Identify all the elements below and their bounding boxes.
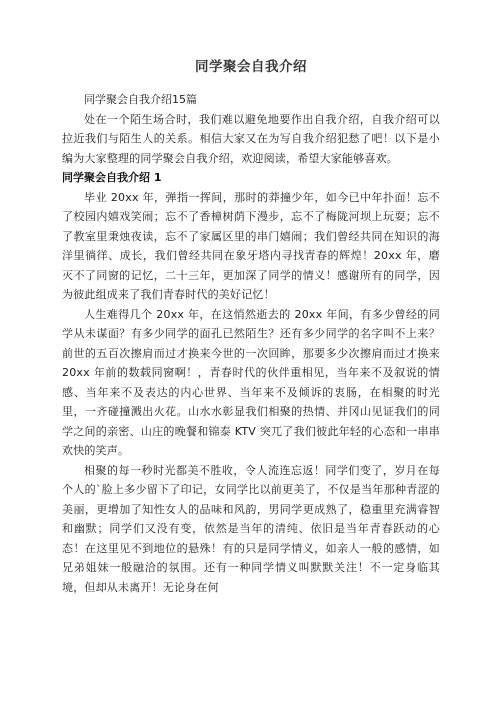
- body-paragraph-1: 毕业 20xx 年，弹指一挥间，那时的莽撞少年，如今已中年扑面！忘不了校园内嬉戏笑闹；忘不了香樟树荫下漫步，忘不了梅陇河坝上玩耍；忘不了教室里秉烛夜读，忘不了家属区里的串门嬉闹；我们曾经共同在知识的海洋里徜徉、成长，我们曾经共同在象牙塔内寻找青春的辉煌！20xx 年，磨灭不了同窗的记忆，二十三年，更加深了同学的情义！感谢所有的同学，因为彼此组成来了我们青春时代的美好记忆！: [62, 190, 440, 301]
- section-heading: 同学聚会自我介绍 1: [62, 171, 162, 184]
- document-title: 同学聚会自我介绍: [195, 59, 307, 75]
- document-subtitle: 同学聚会自我介绍15篇: [84, 93, 197, 106]
- body-paragraph-3: 相聚的每一秒时光都美不胜收，令人流连忘返！同学们变了，岁月在每个人的`脸上多少留下了印记，女同学比以前更美了，不仅是当年那种青涩的美丽，更增加了知性女人的品味和风韵，男同学更成熟了，稳重里充满睿智和幽默；同学们又没有变，依然是当年的清纯、依旧是当年青春跃动的心态！在这里见不到地位的悬殊！有的只是同学情义，如亲人一般的感情，如兄弟姐妹一般融洽的氛围。还有一种同学情义叫默默关注！不一定身临其境，但却从未离开！无论身在何: [62, 463, 440, 594]
- body-paragraph-2: 人生难得几个 20xx 年，在这悄然逝去的 20xx 年间，有多少曾经的同学从未谋面？有多少同学的面孔已然陌生？还有多少同学的名字叫不上来？前世的五百次擦肩而过才换来今世的一次回眸，那要多少次擦肩而过才换来 20xx 年前的数载同窗啊！，青春时代的伙伴重相见，当年来不及叙说的情感、当年来不及表达的内心世界、当年来不及倾诉的衷肠，在相聚的时光里，一齐碰撞溅出火花。山水水彰显我们相聚的热情、并冈山见证我们的同学之间的亲密、山庄的晚餐和锦泰 KTV 突兀了我们彼此年轻的心态和一串串欢快的笑声。: [62, 307, 440, 457]
- intro-paragraph: 处在一个陌生场合时，我们难以避免地要作出自我介绍，自我介绍可以拉近我们与陌生人的关系。相信大家又在为写自我介绍犯愁了吧！以下是小编为大家整理的同学聚会自我介绍，欢迎阅读，希望大家能够喜欢。: [62, 112, 440, 165]
